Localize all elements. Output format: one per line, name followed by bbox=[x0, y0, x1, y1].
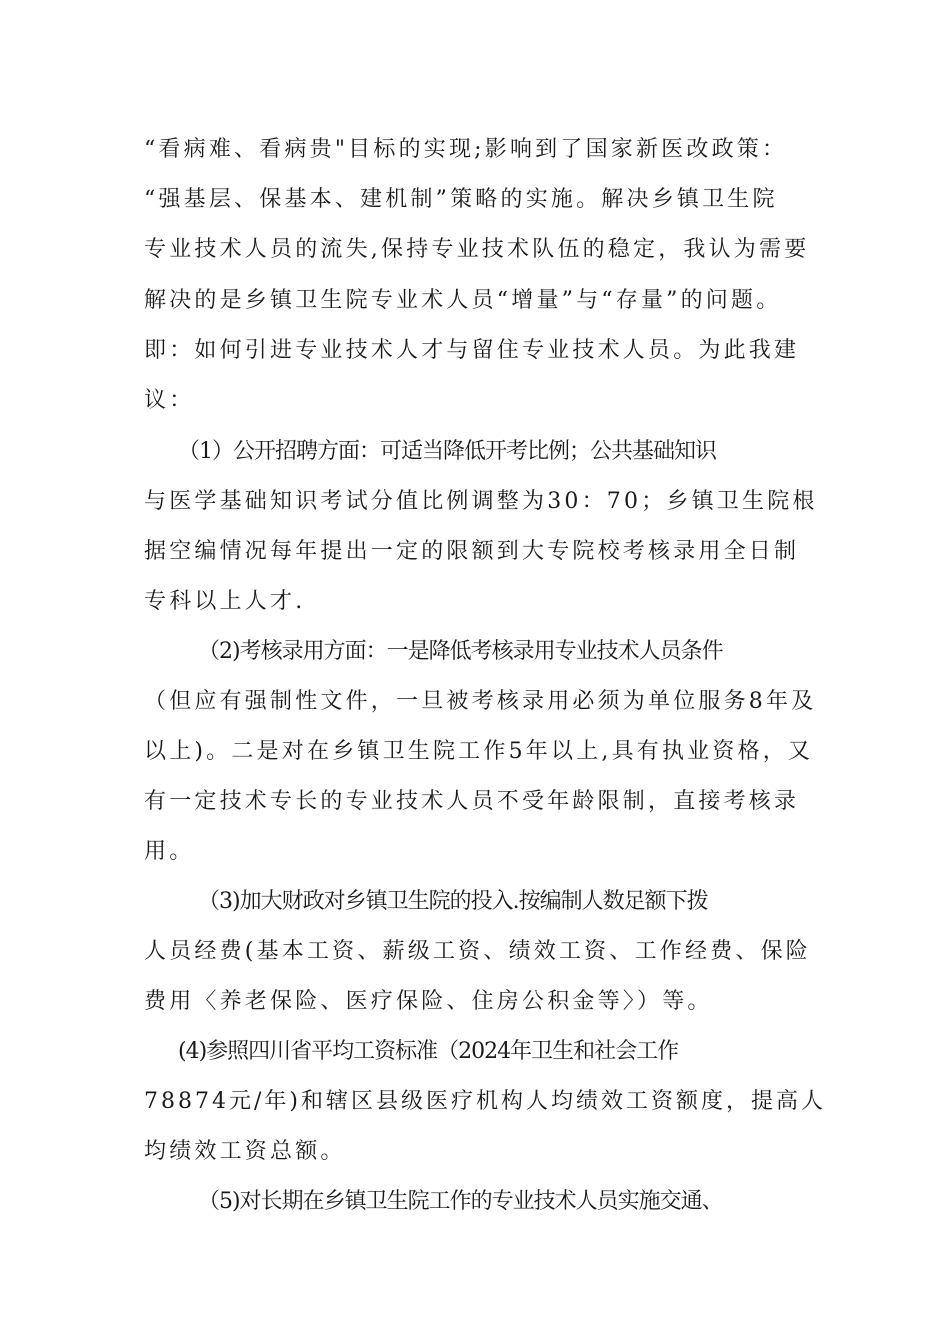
body-text-line: 用。 bbox=[144, 839, 195, 864]
body-text-line: 有一定技术专长的专业技术人员不受年龄限制，直接考核录 bbox=[144, 789, 800, 814]
paragraph-2-start: （2)考核录用方面：一是降低考核录用专业技术人员条件 bbox=[198, 639, 723, 664]
body-text-line: 人员经费(基本工资、薪级工资、绩效工资、工作经费、保险 bbox=[144, 939, 811, 964]
body-text-line: 解决的是乡镇卫生院专业术人员“增量”与“存量”的问题。 bbox=[144, 288, 782, 313]
body-text-line: 78874元/年)和辖区县级医疗机构人均绩效工资额度，提高人 bbox=[144, 1089, 826, 1114]
body-text-line: 专业技术人员的流失,保持专业技术队伍的稳定，我认为需要 bbox=[144, 237, 810, 262]
body-text-line: 与医学基础知识考试分值比例调整为30：70；乡镇卫生院根 bbox=[144, 489, 818, 514]
body-text-line: 专科以上人才. bbox=[144, 589, 306, 614]
body-text-line: 均绩效工资总额。 bbox=[144, 1139, 346, 1164]
body-text-line: 费用〈养老保险、医疗保险、住房公积金等〉）等。 bbox=[144, 989, 713, 1014]
paragraph-1-start: （1）公开招聘方面：可适当降低开考比例；公共基础知识 bbox=[178, 439, 716, 464]
paragraph-5-start: （5)对长期在乡镇卫生院工作的专业技术人员实施交通、 bbox=[198, 1189, 723, 1214]
body-text-line: 议： bbox=[144, 388, 195, 413]
paragraph-3-start: （3)加大财政对乡镇卫生院的投入.按编制人数足额下拨 bbox=[198, 889, 708, 914]
body-text-line: “看病难、看病贵"目标的实现;影响到了国家新医改政策： bbox=[144, 137, 788, 162]
body-text-line: 以上)。二是对在乡镇卫生院工作5年以上,具有执业资格，又 bbox=[144, 739, 814, 764]
body-text-line: 即：如何引进专业技术人才与留住专业技术人员。为此我建 bbox=[144, 338, 800, 363]
body-text-line: “强基层、保基本、建机制”策略的实施。解决乡镇卫生院 bbox=[144, 187, 778, 212]
body-text-line: 据空编情况每年提出一定的限额到大专院校考核录用全日制 bbox=[144, 539, 800, 564]
paragraph-4-start: (4)参照四川省平均工资标准（2024年卫生和社会工作 bbox=[178, 1039, 679, 1064]
body-text-line: （但应有强制性文件，一旦被考核录用必须为单位服务8年及 bbox=[144, 689, 817, 714]
